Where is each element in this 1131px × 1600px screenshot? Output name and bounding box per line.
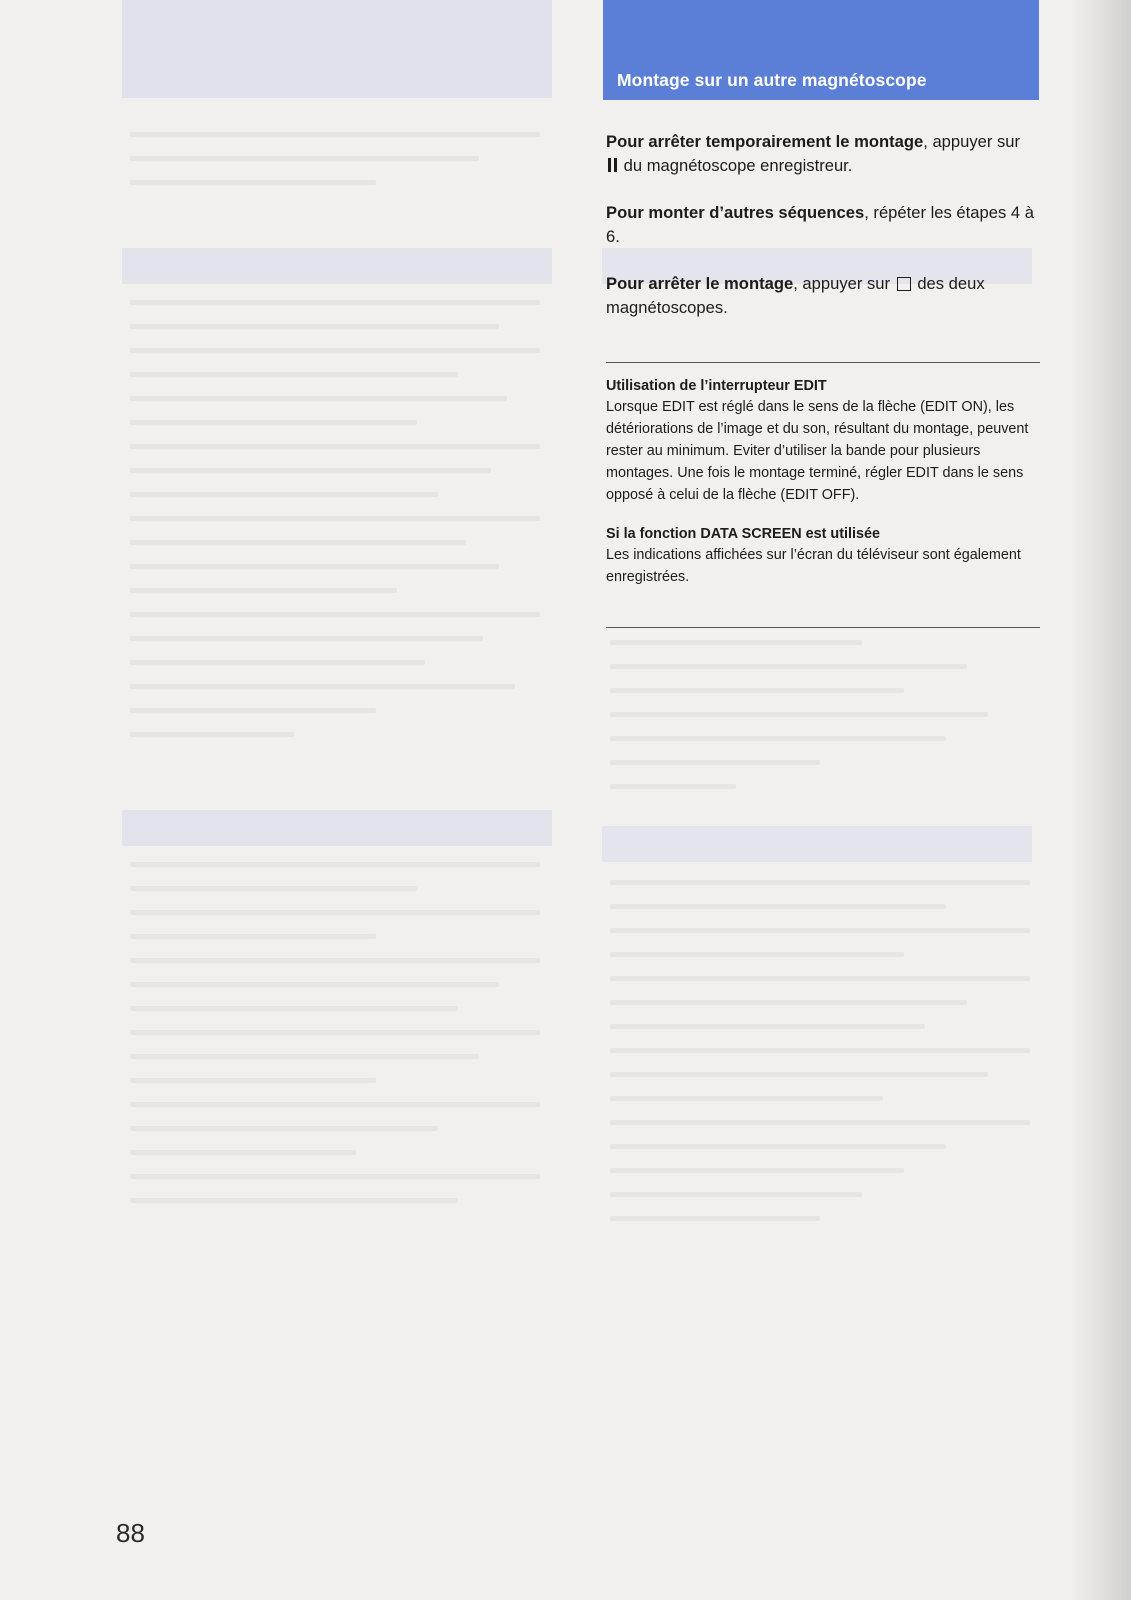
more-sequences-text: , répéter les étapes 4 à 6. [606,203,1034,246]
stop-instruction-lead: Pour arrêter le montage [606,274,794,293]
section-banner [603,0,1039,100]
ghost-text [130,132,540,204]
ghost-text [130,862,540,1222]
pause-instruction-text: , appuyer sur [923,132,1021,151]
ghost-text [610,640,1030,808]
notes-bottom-rule [606,627,1040,628]
stop-instruction [606,272,1036,319]
pause-icon [608,158,617,172]
ghost-band [122,248,552,284]
pause-instruction-lead: Pour arrêter temporairement le montage [606,132,924,151]
more-sequences-lead: Pour monter d’autres séquences [606,203,865,222]
stop-instruction-text-end: des deux magnétoscopes. [606,274,985,317]
pause-instruction-text-end: du magnétoscope enregistreur. [623,155,853,175]
stop-icon [897,277,911,291]
instructions-column [606,130,1036,319]
page-number: 88 [116,1518,145,1548]
notes-section [606,376,1036,588]
notes-top-rule [606,362,1040,363]
edit-switch-heading: Utilisation de l’interrupteur EDIT [606,378,827,394]
ghost-band [122,810,552,846]
stop-instruction-text: , appuyer sur [793,274,891,293]
ghost-text [130,300,540,756]
section-title: Montage sur un autre magnétoscope [617,70,927,90]
edit-switch-text: Lorsque EDIT est réglé dans le sens de la flèche (EDIT ON), les détériorations de l’image et du son, résultant du montage, peuvent rester au minimum. Eviter d’utiliser la bande pour plusieurs montages. Une fois le montage terminé, régler EDIT dans le sens opposé à celui de la flèche (EDIT OFF). [606,399,1029,503]
ghost-header [122,0,552,98]
ghost-text [610,880,1030,1240]
pause-instruction [606,130,1036,177]
data-screen-text: Les indications affichées sur l’écran du téléviseur sont également enregistrées. [606,547,1021,585]
ghost-band [602,826,1032,862]
more-sequences-instruction [606,201,1036,248]
page-edge-shadow [1071,0,1131,1600]
data-screen-heading: Si la fonction DATA SCREEN est utilisée [606,526,880,542]
